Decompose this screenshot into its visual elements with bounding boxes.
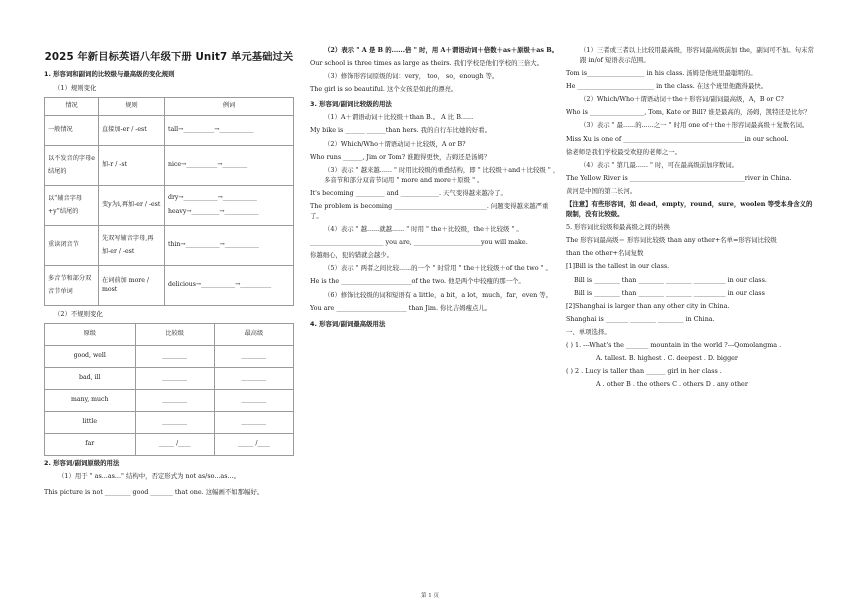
note-paragraph: 【注意】有些形容词，如 dead，empty，round，sure，woolen 等受本身含义的限制，没有比较级。 — [566, 200, 813, 219]
paragraph: Tom is__________________ in his class. 汤姆是他班里最聪明的。 — [566, 69, 757, 78]
paragraph: （4）表示 " 越......就越...... " 时用 " the＋比较级，the＋比较级 " 。 — [324, 224, 523, 233]
exercise-heading: 一、单项选择。 — [566, 328, 611, 337]
paragraph: （3）表示 " 最......的......之一 " 时用 one of＋the＋形容词最高级＋复数名词。 — [580, 121, 809, 130]
table-cell: many, much — [45, 389, 136, 411]
paragraph: Bill is ________ than ________ ________ __________ in our class. — [574, 275, 767, 284]
question-options: A . other B . the others C . others D . any other — [596, 380, 748, 389]
table-cell: ________ — [214, 389, 293, 411]
paragraph: （4）表示 " 第几最...... " 时，可在最高级前加序数词。 — [580, 160, 739, 169]
table-cell: far — [45, 433, 136, 455]
table-header-row — [45, 97, 294, 115]
paragraph: （6）修饰比较级的词和短语有 a little，a bit，a lot，much，far，even 等。 — [324, 290, 553, 299]
question-options: A. tallest. B. highest . C. deepest . D. bigger — [596, 354, 738, 363]
page-number: 第 1 页 — [421, 593, 439, 599]
table-cell: 变y为i,再加-er / -est — [99, 185, 165, 225]
table-cell: 以“辅音字母+y”结尾的 — [45, 185, 99, 225]
paragraph: （3）修饰形容词原级的词：very， too， so，enough 等。 — [324, 72, 499, 81]
page-title: 2025 年新目标英语八年级下册 Unit7 单元基础过关 — [44, 51, 294, 63]
table-cell: _____ /____ — [135, 433, 214, 455]
table-row — [45, 225, 294, 265]
table-header-cell: 规则 — [99, 97, 165, 115]
paragraph: He ________________________ in the class. 在这个班里他跑得最快。 — [566, 82, 768, 91]
table-header-cell: 例词 — [165, 97, 294, 115]
table-row — [45, 265, 294, 305]
paragraph: The Yellow River is ____________________________________river in China. — [566, 173, 792, 182]
table-row — [45, 367, 294, 389]
paragraph: It's becoming _________ and ____________. 天气变得越来越冷了。 — [310, 188, 507, 197]
table-cell: ________ — [214, 367, 293, 389]
table-header-cell: 比较级 — [135, 323, 214, 345]
table-cell: good, well — [45, 345, 136, 367]
paragraph: （5）表示 " 两者之间比较......的一个 " 时常用 " the＋比较级＋of the two " 。 — [324, 264, 552, 273]
paragraph: 你越细心，犯的错就会越少。 — [310, 251, 394, 260]
question-item: ( ) 1. ---What's the _______ mountain in the world ?---Qomolangma . — [566, 341, 782, 350]
irregular-changes-table — [44, 323, 294, 456]
column-left — [44, 44, 294, 501]
table-cell: thin→___________→___________ — [165, 225, 294, 265]
table-cell: dry→___________→___________ heavy→_________→___________ — [165, 185, 294, 225]
table-cell: delicious→___________→__________ — [165, 265, 294, 305]
table-header-cell: 情况 — [45, 97, 99, 115]
paragraph: （3）表示 " 越来越...... " 时用比较级的重叠结构，即 " 比较级＋and＋比较级 " ，多音节和部分双音节词用 " more and more＋原级 " 。 — [324, 165, 560, 184]
table-cell: 重读闭音节 — [45, 225, 99, 265]
paragraph: My bike is ______ ______than hers. 我的自行车比她的好看。 — [310, 126, 491, 135]
paragraph: （2）Which/Who＋谓语动词＋the＋形容词/副词最高级，A，B or C? — [580, 95, 784, 104]
paragraph: （1）用于 " as...as..." 结构中，否定形式为 not as/so...as...。 — [58, 471, 241, 480]
paragraph: 5. 形容词比较级和最高级之间的转换 — [566, 223, 670, 232]
paragraph: [1]Bill is the tallest in our class. — [566, 262, 670, 271]
paragraph: You are ______________________ than Jim. 你比吉姆瘦点儿。 — [310, 303, 492, 312]
table-cell: ________ — [214, 345, 293, 367]
table-cell: _____ /____ — [214, 433, 293, 455]
table-cell: 以不发音的字母e结尾的 — [45, 145, 99, 185]
table-cell: ________ — [135, 411, 214, 433]
table-cell: bad, ill — [45, 367, 136, 389]
table-row — [45, 345, 294, 367]
paragraph: Who is _________________, Tom, Kate or Bill? 谁是最高的，汤姆，凯特还是比尔？ — [566, 108, 811, 117]
table-row — [45, 185, 294, 225]
table-row — [45, 411, 294, 433]
section-1-heading: 1. 形容词和副词的比较级与最高级的变化规则 — [44, 69, 175, 78]
paragraph: Shanghai is _______ ________ ________ in China. — [566, 314, 715, 323]
table-cell: nice→__________→________ — [165, 145, 294, 185]
paragraph: （2）表示 " A 是 B 的......倍 " 时，用 A＋谓语动词＋倍数＋as＋原级＋as B。 — [324, 46, 559, 54]
section-3-heading: 3. 形容词/副词比较级的用法 — [310, 100, 392, 109]
paragraph: This picture is not ________ good _______ that one. 这幅画不如那幅好。 — [44, 487, 264, 496]
table-cell: tall→__________→___________ — [165, 115, 294, 145]
table-cell: 直接加-er / -est — [99, 115, 165, 145]
table-row — [45, 145, 294, 185]
table-header-cell: 原级 — [45, 323, 136, 345]
paragraph: He is the ______________________of the two. 他是两个中较瘦的那一个。 — [310, 277, 525, 286]
paragraph: The girl is so beautiful. 这个女孩是如此的漂亮。 — [310, 85, 458, 94]
table-cell: ________ — [135, 389, 214, 411]
table-cell: 先双写辅音字母,再加-er / -est — [99, 225, 165, 265]
column-right — [566, 46, 816, 394]
table-header-row — [45, 323, 294, 345]
paragraph: 徐老师是我们学校最受欢迎的老师之一。 — [566, 147, 682, 156]
paragraph: than the other+名词复数 — [566, 249, 644, 258]
table-cell: 加-r / -st — [99, 145, 165, 185]
section-4-heading: 4. 形容词/副词最高级用法 — [310, 319, 386, 328]
paragraph: Our school is three times as large as theirs. 我们学校是他们学校的三倍大。 — [310, 59, 544, 68]
table-cell: ________ — [135, 367, 214, 389]
regular-changes-table — [44, 97, 294, 306]
table-cell: ________ — [135, 345, 214, 367]
question-item: ( ) 2 . Lucy is taller than ______ girl in her class . — [566, 367, 722, 376]
subsection-irregular-heading: （2）不规则变化 — [54, 309, 103, 318]
subsection-regular-heading: （1）规则变化 — [54, 83, 97, 92]
paragraph: The 形容词最高级＝ 形容词比较级 than any other+名单=形容词比较级 — [566, 236, 777, 245]
paragraph: （1）三者或三者以上比较用最高级，形容词最高级前加 the，副词可不加。句末常跟 in/of 短语表示范围。 — [580, 46, 814, 64]
paragraph: [2]Shanghai is larger than any other city in China. — [566, 301, 730, 310]
table-row — [45, 433, 294, 455]
paragraph: （2）Which/Who＋谓语动词＋比较级，A or B? — [324, 139, 466, 148]
paragraph: （1）A＋谓语动词＋比较级＋than B.。 A 比 B...... — [324, 113, 474, 122]
column-middle — [310, 46, 560, 332]
paragraph: The problem is becoming _____________________________. 问题变得越来越严重了。 — [310, 201, 549, 220]
table-cell: 在词前加 more / most — [99, 265, 165, 305]
table-cell: ________ — [214, 411, 293, 433]
table-row — [45, 115, 294, 145]
paragraph: 黄河是中国的第二长河。 — [566, 187, 637, 196]
table-row — [45, 389, 294, 411]
table-cell: 一般情况 — [45, 115, 99, 145]
paragraph: Miss Xu is one of ______________________________________in our school. — [566, 134, 789, 143]
paragraph: Bill is ________ than ________ ________ __________ in our class — [574, 288, 765, 297]
paragraph: _______________________ you are, _____________________you will make. — [310, 238, 528, 247]
table-header-cell: 最高级 — [214, 323, 293, 345]
table-cell: little — [45, 411, 136, 433]
paragraph: Who runs ______, Jim or Tom? 谁跑得更快，吉姆还是汤姆？ — [310, 152, 491, 161]
section-2-heading: 2. 形容词/副词原级的用法 — [44, 458, 120, 467]
table-cell: 多音节和部分双音节单词 — [45, 265, 99, 305]
